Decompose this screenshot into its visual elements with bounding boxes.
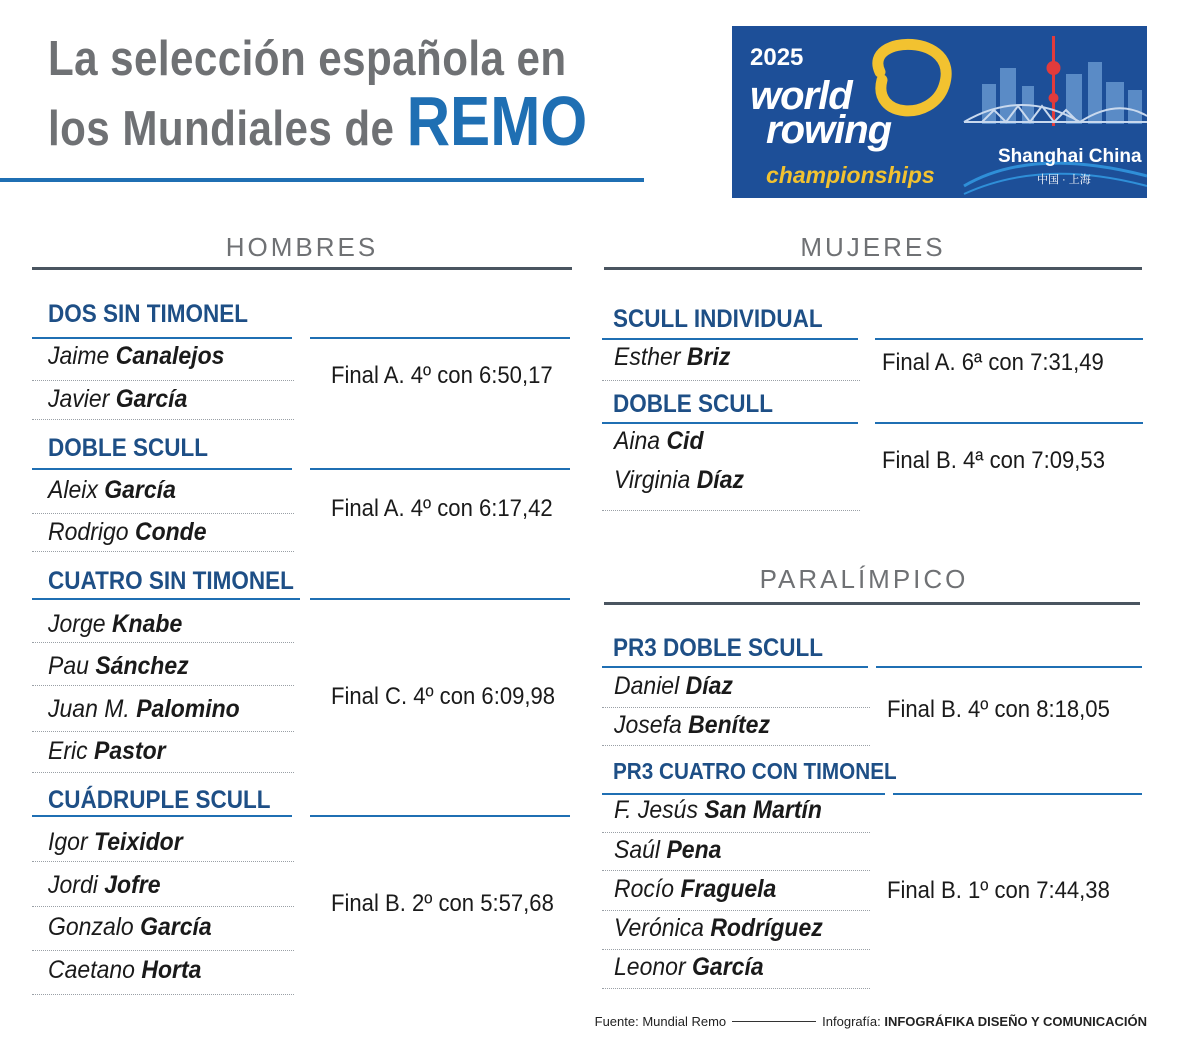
- section-men-rule: [32, 267, 572, 270]
- row-divider: [32, 950, 294, 951]
- athlete-last-name: García: [104, 476, 176, 504]
- athlete-first-name: Esther: [614, 343, 681, 371]
- category-rule: [32, 468, 292, 470]
- row-divider: [602, 949, 870, 950]
- athlete-name: [48, 610, 182, 639]
- athlete-name: [48, 828, 183, 857]
- athlete-name: [614, 875, 776, 904]
- category-rule: [32, 337, 292, 339]
- athlete-last-name: Briz: [686, 343, 731, 371]
- row-divider: [32, 772, 294, 773]
- athlete-last-name: Conde: [134, 518, 207, 546]
- title-line-2-text: los Mundiales de: [48, 102, 395, 156]
- athlete-name: [48, 342, 224, 371]
- result-rule: [876, 666, 1142, 668]
- athlete-first-name: Daniel: [614, 672, 680, 700]
- category-rule: [602, 666, 868, 668]
- row-divider: [602, 510, 860, 511]
- athlete-name: [48, 913, 212, 942]
- row-divider: [602, 832, 870, 833]
- row-divider: [32, 685, 294, 686]
- footer-source: Fuente: Mundial Remo: [594, 1014, 727, 1029]
- athlete-last-name: Cid: [666, 427, 704, 455]
- athlete-last-name: García: [692, 953, 764, 981]
- title-line-2: [48, 82, 588, 160]
- athlete-first-name: Verónica: [614, 914, 704, 942]
- result-text: Final C. 4º con 6:09,98: [331, 683, 556, 710]
- category-rule: [602, 338, 858, 340]
- athlete-first-name: Juan M.: [48, 695, 130, 723]
- category-label: DOBLE SCULL: [48, 434, 209, 462]
- result-text: Final A. 4º con 6:17,42: [331, 495, 553, 522]
- athlete-name: [614, 466, 744, 495]
- category-rule: [32, 815, 292, 817]
- row-divider: [32, 861, 294, 862]
- result-rule: [893, 793, 1142, 795]
- row-divider: [602, 988, 870, 989]
- section-women-rule: [604, 267, 1142, 270]
- result-text: Final B. 4º con 8:18,05: [887, 696, 1110, 723]
- athlete-first-name: Eric: [48, 737, 88, 765]
- athlete-last-name: Knabe: [111, 610, 183, 638]
- category-label: SCULL INDIVIDUAL: [613, 305, 823, 333]
- athlete-name: [614, 711, 770, 740]
- athlete-last-name: Canalejos: [115, 342, 225, 370]
- section-para-header: PARALÍMPICO: [759, 564, 969, 594]
- row-divider: [32, 551, 294, 552]
- athlete-last-name: Fraguela: [680, 875, 777, 903]
- section-women-header: MUJERES: [800, 232, 946, 262]
- row-divider: [602, 910, 870, 911]
- athlete-first-name: Javier: [48, 385, 110, 413]
- athlete-first-name: Jaime: [48, 342, 110, 370]
- athlete-last-name: García: [140, 913, 212, 941]
- athlete-name: [48, 652, 189, 681]
- row-divider: [32, 419, 294, 420]
- athlete-first-name: Jordi: [48, 871, 98, 899]
- result-rule: [875, 422, 1143, 424]
- athlete-last-name: Teixidor: [94, 828, 183, 856]
- athlete-name: [614, 343, 730, 372]
- athlete-last-name: Pena: [666, 836, 722, 864]
- result-rule: [310, 598, 570, 600]
- athlete-name: [48, 518, 207, 547]
- athlete-last-name: San Martín: [704, 796, 822, 824]
- athlete-last-name: Benítez: [688, 711, 770, 739]
- result-text: Final B. 2º con 5:57,68: [331, 890, 554, 917]
- athlete-last-name: Rodríguez: [710, 914, 823, 942]
- athlete-first-name: Aina: [614, 427, 661, 455]
- athlete-first-name: Caetano: [48, 956, 135, 984]
- row-divider: [602, 870, 870, 871]
- athlete-last-name: Díaz: [685, 672, 733, 700]
- athlete-first-name: Gonzalo: [48, 913, 134, 941]
- row-divider: [602, 380, 860, 381]
- athlete-name: [614, 953, 764, 982]
- athlete-name: [48, 956, 201, 985]
- athlete-name: [48, 737, 166, 766]
- title-highlight: REMO: [406, 82, 588, 160]
- result-text: Final B. 4ª con 7:09,53: [882, 447, 1105, 474]
- title-divider: [0, 178, 644, 182]
- athlete-last-name: Díaz: [696, 466, 744, 494]
- footer-credit-label: Infografía:: [822, 1014, 881, 1029]
- footer-credits: [595, 1014, 1147, 1029]
- athlete-name: [614, 796, 822, 825]
- logo-rowing: rowing: [766, 108, 892, 152]
- footer-credit: INFOGRÁFIKA DISEÑO Y COMUNICACIÓN: [884, 1014, 1147, 1029]
- logo-championships: championships: [766, 162, 935, 188]
- category-rule: [602, 422, 858, 424]
- athlete-first-name: Leonor: [614, 953, 686, 981]
- section-men-header: HOMBRES: [225, 232, 379, 262]
- page-title: [48, 28, 648, 160]
- athlete-last-name: Pastor: [94, 737, 166, 765]
- athlete-first-name: Aleix: [48, 476, 98, 504]
- row-divider: [32, 906, 294, 907]
- category-label: CUATRO SIN TIMONEL: [48, 567, 294, 595]
- row-divider: [602, 707, 870, 708]
- result-rule: [875, 338, 1143, 340]
- title-line-1: La selección española en: [48, 32, 567, 86]
- result-rule: [310, 468, 570, 470]
- result-text: Final B. 1º con 7:44,38: [887, 877, 1110, 904]
- result-text: Final A. 4º con 6:50,17: [331, 362, 553, 389]
- athlete-name: [48, 695, 240, 724]
- athlete-name: [614, 836, 721, 865]
- row-divider: [602, 745, 870, 746]
- row-divider: [32, 513, 294, 514]
- result-rule: [310, 337, 570, 339]
- athlete-first-name: Rodrigo: [48, 518, 129, 546]
- athlete-first-name: Josefa: [614, 711, 682, 739]
- logo-city: Shanghai China: [998, 146, 1142, 167]
- athlete-name: [48, 871, 160, 900]
- athlete-first-name: Rocío: [614, 875, 675, 903]
- athlete-last-name: Sánchez: [95, 652, 189, 680]
- athlete-name: [48, 385, 187, 414]
- athlete-first-name: Saúl: [614, 836, 661, 864]
- logo-year: 2025: [750, 44, 804, 71]
- athlete-name: [614, 672, 733, 701]
- result-rule: [310, 815, 570, 817]
- athlete-last-name: García: [115, 385, 188, 413]
- result-text: Final A. 6ª con 7:31,49: [882, 349, 1104, 376]
- footer-separator: [732, 1021, 816, 1022]
- logo-chinese: 中国 · 上海: [1037, 174, 1091, 186]
- category-rule: [602, 793, 885, 795]
- athlete-first-name: Jorge: [48, 610, 106, 638]
- category-label: DOBLE SCULL: [613, 390, 774, 418]
- category-label: PR3 CUATRO CON TIMONEL: [613, 758, 897, 784]
- category-rule: [32, 598, 300, 600]
- logo-world: world: [750, 74, 852, 118]
- athlete-name: [614, 914, 823, 943]
- athlete-last-name: Horta: [141, 956, 202, 984]
- athlete-name: [48, 476, 176, 505]
- championship-logo: [732, 26, 1147, 198]
- athlete-first-name: Pau: [48, 652, 89, 680]
- athlete-first-name: Virginia: [614, 466, 691, 494]
- athlete-last-name: Palomino: [136, 695, 240, 723]
- athlete-first-name: Igor: [48, 828, 88, 856]
- section-para-rule: [604, 602, 1140, 605]
- athlete-last-name: Jofre: [104, 871, 161, 899]
- category-label: CUÁDRUPLE SCULL: [48, 786, 271, 814]
- row-divider: [32, 642, 294, 643]
- row-divider: [32, 994, 294, 995]
- category-label: PR3 DOBLE SCULL: [613, 634, 824, 662]
- athlete-first-name: F. Jesús: [614, 796, 698, 824]
- athlete-name: [614, 427, 703, 456]
- category-label: DOS SIN TIMONEL: [48, 300, 249, 328]
- row-divider: [32, 380, 294, 381]
- row-divider: [32, 731, 294, 732]
